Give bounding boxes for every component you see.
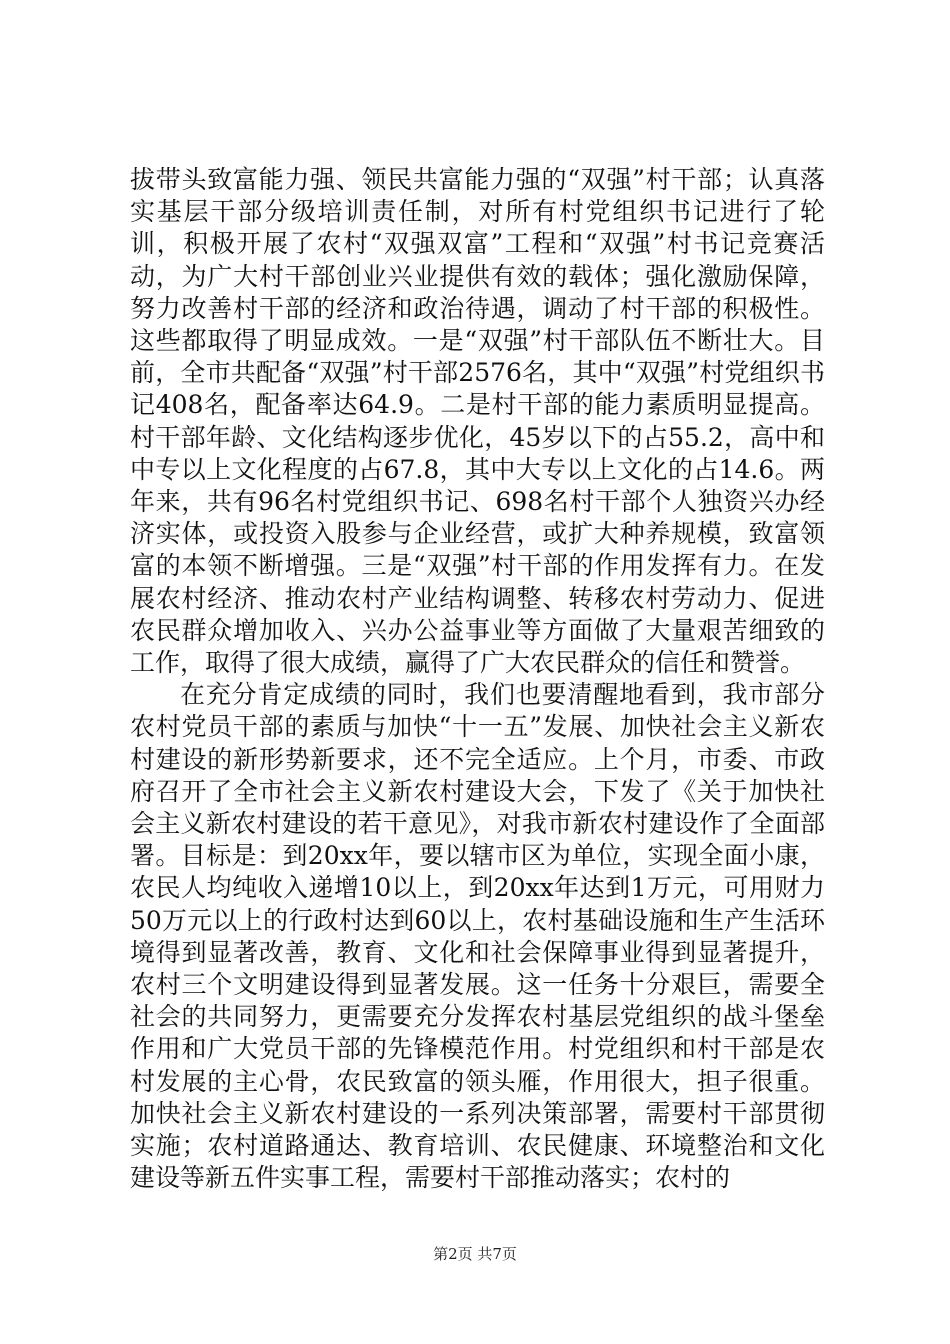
paragraph-2: 在充分肯定成绩的同时，我们也要清醒地看到，我市部分农村党员干部的素质与加快“十一五”发展、加快社会主义新农村建设的新形势新要求，还不完全适应。上个月，市委、市政府召开了全市社会主义新农村建设大会，下发了《关于加快社会主义新农村建设的若干意见》，对我市新农村建设作了全面部署。目标是：到20xx年，要以辖市区为单位，实现全面小康，农民人均纯收入递增10以上，到20xx年达到1万元，可用财力50万元以上的行政村达到60以上，农村基础设施和生产生活环境得到显著改善，教育、文化和社会保障事业得到显著提升，农村三个文明建设得到显著发展。这一任务十分艰巨，需要全社会的共同努力，更需要充分发挥农村基层党组织的战斗堡垒作用和广大党员干部的先锋模范作用。村党组织和村干部是农村发展的主心骨，农民致富的领头雁，作用很大，担子很重。加快社会主义新农村建设的一系列决策部署，需要村干部贯彻实施；农村道路通达、教育培训、农民健康、环境整治和文化建设等新五件实事工程，需要村干部推动落实；农村的 <box>130 680 825 1193</box>
document-body <box>130 164 825 1195</box>
page-footer: 第2页 共7页 <box>433 1245 517 1263</box>
paragraph-1: 拔带头致富能力强、领民共富能力强的“双强”村干部；认真落实基层干部分级培训责任制，对所有村党组织书记进行了轮训，积极开展了农村“双强双富”工程和“双强”村书记竞赛活动，为广大村干部创业兴业提供有效的载体；强化激励保障，努力改善村干部的经济和政治待遇，调动了村干部的积极性。这些都取得了明显成效。一是“双强”村干部队伍不断壮大。目前，全市共配备“双强”村干部2576名，其中“双强”村党组织书记408名，配备率达64.9。二是村干部的能力素质明显提高。村干部年龄、文化结构逐步优化，45岁以下的占55.2，高中和中专以上文化程度的占67.8，其中大专以上文化的占14.6。两年来，共有96名村党组织书记、698名村干部个人独资兴办经济实体，或投资入股参与企业经营，或扩大种养规模，致富领富的本领不断增强。三是“双强”村干部的作用发挥有力。在发展农村经济、推动农村产业结构调整、转移农村劳动力、促进农民群众增加收入、兴办公益事业等方面做了大量艰苦细致的工作，取得了很大成绩，赢得了广大农民群众的信任和赞誉。 <box>130 165 825 678</box>
